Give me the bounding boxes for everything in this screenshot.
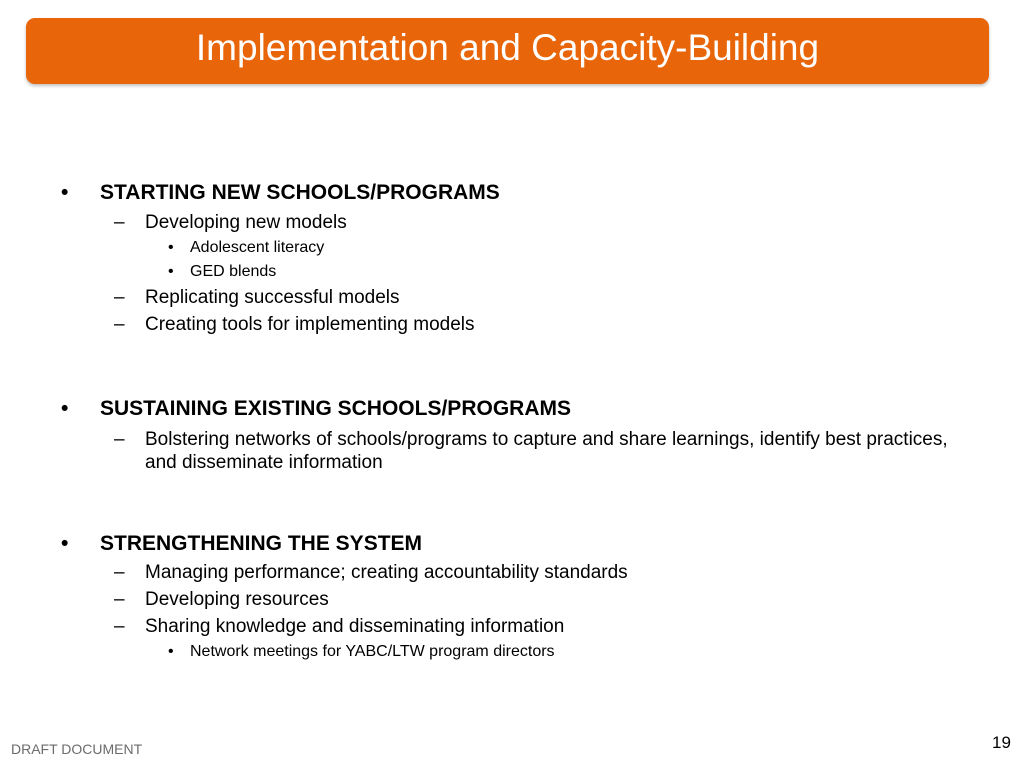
list-item-text: Managing performance; creating accountability standards [145, 562, 628, 583]
dash-marker: – [114, 314, 125, 335]
list-item [114, 589, 329, 611]
dash-marker: – [114, 562, 125, 583]
list-item [114, 287, 400, 309]
list-item-text: Bolstering networks of schools/programs to capture and share learnings, identify best practices, and disseminate information [145, 429, 948, 473]
list-item-text: Sharing knowledge and disseminating information [145, 616, 565, 637]
draft-footer: DRAFT DOCUMENT [11, 741, 143, 757]
sub-list-item-text: Adolescent literacy [190, 239, 325, 256]
bullet-marker: • [168, 263, 174, 280]
sub-list-item [168, 239, 325, 257]
sub-list-item [168, 263, 277, 281]
list-item [114, 314, 475, 336]
list-item [114, 428, 965, 474]
section-heading-text: STARTING NEW SCHOOLS/PROGRAMS [100, 181, 500, 204]
sub-list-item-text: Network meetings for YABC/LTW program directors [190, 643, 555, 660]
section-heading [61, 532, 423, 556]
list-item-text: Replicating successful models [145, 287, 400, 308]
section-heading [61, 397, 571, 421]
section-heading-text: STRENGTHENING THE SYSTEM [100, 532, 423, 555]
dash-marker: – [114, 212, 125, 233]
list-item [114, 616, 565, 638]
section-heading-text: SUSTAINING EXISTING SCHOOLS/PROGRAMS [100, 397, 571, 420]
page-number: 19 [992, 733, 1011, 752]
list-item-text: Developing new models [145, 212, 347, 233]
dash-marker: – [114, 616, 125, 637]
list-item [114, 562, 628, 584]
bullet-marker: • [168, 239, 174, 256]
bullet-marker: • [61, 181, 69, 204]
list-item [114, 212, 347, 234]
bullet-marker: • [61, 532, 69, 555]
dash-marker: – [114, 429, 125, 450]
sub-list-item-text: GED blends [190, 263, 277, 280]
sub-list-item [168, 643, 555, 661]
dash-marker: – [114, 589, 125, 610]
bullet-marker: • [168, 643, 174, 660]
section-heading [61, 181, 500, 205]
list-item-text: Developing resources [145, 589, 329, 610]
dash-marker: – [114, 287, 125, 308]
list-item-text: Creating tools for implementing models [145, 314, 475, 335]
bullet-marker: • [61, 397, 69, 420]
slide-title: Implementation and Capacity-Building [195, 27, 820, 68]
